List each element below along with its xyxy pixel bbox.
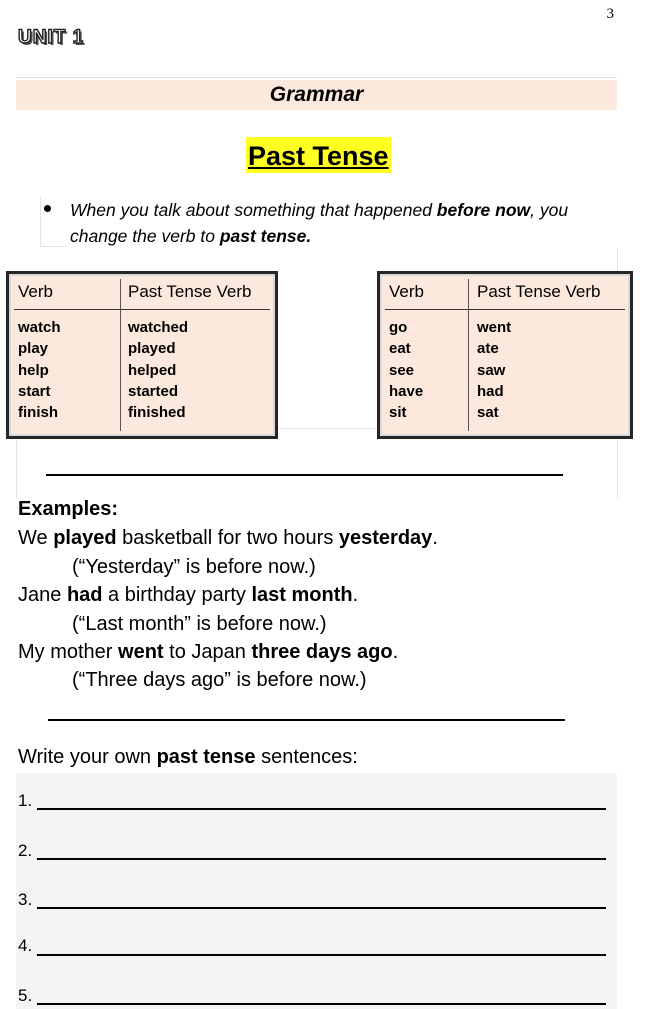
sentence-part: My mother: [18, 641, 119, 663]
sentence-part: .: [392, 641, 399, 663]
unit-title: UNIT 1: [18, 27, 85, 48]
past-cell: helped: [128, 361, 177, 379]
rule-emphasis: past tense.: [219, 226, 312, 246]
verb-table-irregular: [377, 271, 633, 439]
past-verb: played: [53, 527, 117, 549]
verb-column: [389, 317, 423, 423]
answer-line[interactable]: [37, 1003, 606, 1005]
past-cell: finished: [128, 404, 186, 422]
past-cell: saw: [477, 361, 506, 379]
header-past-tense: Past Tense Verb: [128, 282, 252, 301]
prompt-part: Write your own: [18, 746, 157, 768]
prompt-emphasis: past tense: [156, 746, 256, 768]
frame-line: [40, 196, 41, 246]
example-sentence: [18, 641, 398, 664]
table-divider: [468, 279, 469, 431]
sentence-part: Jane: [18, 584, 67, 606]
section-label: Grammar: [269, 83, 364, 106]
frame-line: [278, 428, 378, 429]
sentence-part: basketball for two hours: [116, 527, 339, 549]
header-past-tense: Past Tense Verb: [477, 282, 601, 301]
verb-cell: play: [18, 340, 49, 358]
page-title: Past Tense: [246, 137, 391, 173]
sentence-part: We: [18, 527, 54, 549]
example-sentence: [18, 527, 438, 550]
header-verb: Verb: [18, 282, 53, 301]
past-cell: watched: [128, 319, 189, 336]
line-number: 5.: [18, 986, 33, 1005]
exercise-prompt: [18, 746, 358, 769]
verb-cell: see: [389, 361, 415, 379]
sentence-part: .: [432, 527, 438, 549]
verb-cell: eat: [389, 340, 411, 358]
verb-column: [18, 317, 61, 423]
verb-cell: finish: [18, 404, 58, 422]
frame-line: [16, 438, 17, 498]
rule-text: [70, 197, 615, 249]
verb-cell: help: [18, 361, 49, 379]
verb-cell: go: [389, 319, 408, 336]
sentence-part: a birthday party: [102, 584, 252, 606]
past-verb: went: [118, 641, 164, 663]
sentence-part: .: [352, 584, 359, 606]
time-expression: last month: [251, 584, 353, 606]
header-verb: Verb: [389, 282, 424, 301]
past-cell: had: [477, 382, 504, 400]
grammar-banner: [16, 80, 617, 110]
example-note: (“Three days ago” is before now.): [72, 669, 367, 691]
answer-line[interactable]: [37, 954, 606, 956]
sentence-part: to Japan: [163, 641, 252, 663]
bullet-icon: [44, 205, 51, 212]
line-number: 3.: [18, 890, 33, 909]
prompt-part: sentences:: [255, 746, 358, 768]
past-cell: ate: [477, 340, 499, 358]
example-note: (“Last month” is before now.): [72, 613, 327, 635]
line-number: 2.: [18, 841, 33, 860]
past-cell: sat: [477, 404, 499, 422]
answer-line[interactable]: [37, 907, 606, 909]
examples-heading: Examples:: [18, 498, 119, 520]
separator-line: [48, 719, 565, 721]
line-number: 1.: [18, 791, 33, 810]
answer-line[interactable]: [37, 858, 606, 860]
separator-line: [46, 474, 563, 476]
verb-cell: start: [18, 382, 51, 400]
rule-emphasis: before now: [436, 200, 531, 220]
past-column: [477, 317, 511, 423]
past-cell: played: [128, 340, 176, 358]
past-cell: started: [128, 382, 179, 400]
example-sentence: [18, 584, 358, 607]
top-rule: [16, 77, 617, 78]
time-expression: three days ago: [251, 641, 393, 663]
past-column: [128, 317, 188, 423]
line-number: 4.: [18, 936, 33, 955]
answer-line[interactable]: [37, 808, 606, 810]
table-divider: [120, 279, 121, 431]
rule-text-part: , you change the verb to: [70, 200, 569, 246]
frame-line: [40, 246, 66, 247]
rule-text-part: When you talk about something that happened: [70, 200, 437, 220]
past-verb: had: [66, 584, 103, 606]
verb-cell: sit: [389, 404, 407, 422]
past-cell: went: [477, 319, 512, 336]
verb-table-regular: [6, 271, 278, 439]
verb-cell: watch: [18, 319, 61, 336]
verb-cell: have: [389, 382, 424, 400]
time-expression: yesterday: [338, 527, 433, 549]
example-note: (“Yesterday” is before now.): [72, 556, 316, 578]
page-number: 3: [606, 6, 614, 22]
